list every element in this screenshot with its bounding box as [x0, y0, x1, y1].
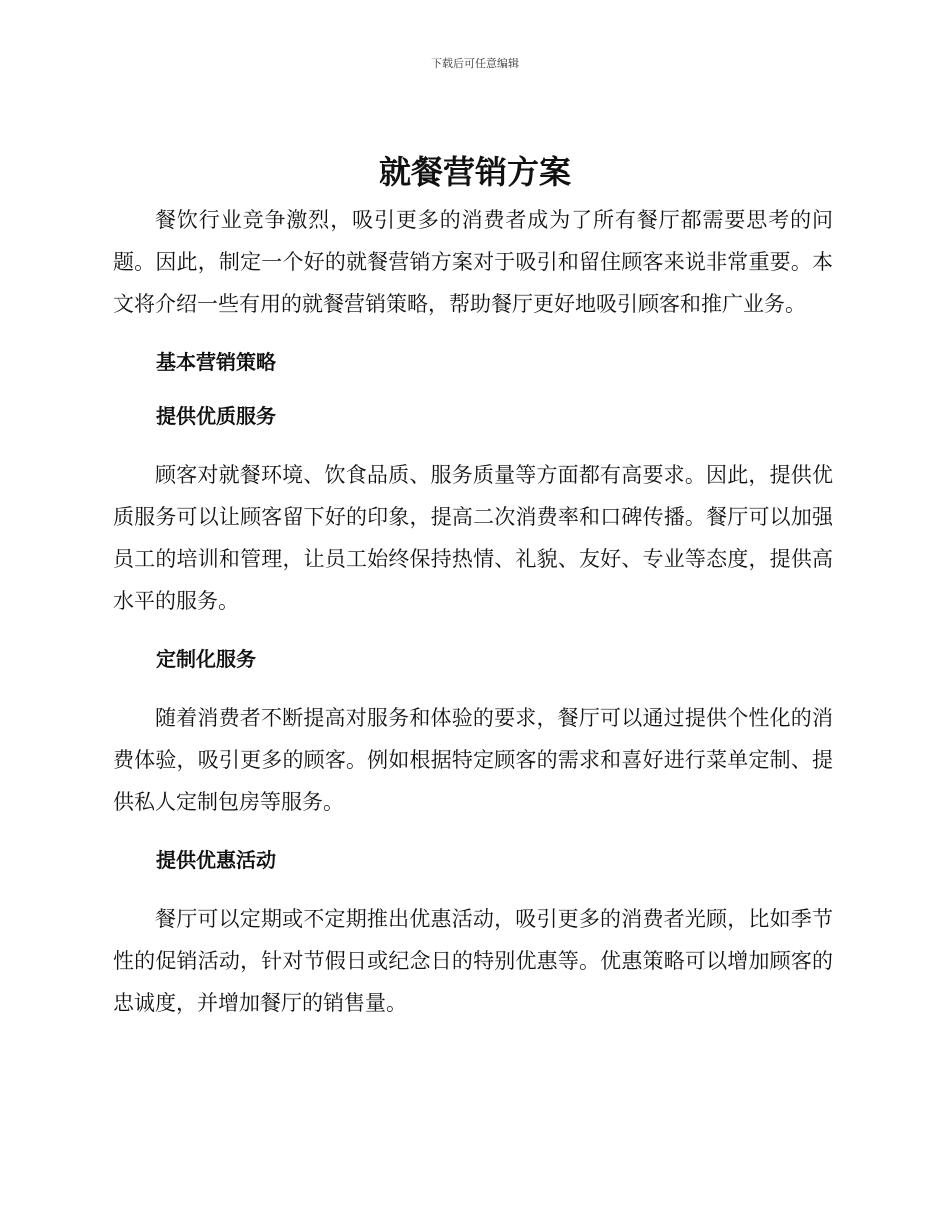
document-title: 就餐营销方案 — [378, 153, 571, 191]
subsection-paragraph-custom-service: 随着消费者不断提高对服务和体验的要求，餐厅可以通过提供个性化的消费体验，吸引更多的顾客。例如根据特定顾客的需求和喜好进行菜单定制、提供私人定制包房等服务。 — [113, 706, 833, 814]
subsection-heading-quality-service: 提供优质服务 — [156, 404, 276, 428]
intro-paragraph: 餐饮行业竞争激烈，吸引更多的消费者成为了所有餐厅都需要思考的问题。因此，制定一个好的就餐营销方案对于吸引和留住顾客来说非常重要。本文将介绍一些有用的就餐营销策略，帮助餐厅更好地吸引顾客和推广业务。 — [113, 208, 833, 316]
subsection-paragraph-promotions: 餐厅可以定期或不定期推出优惠活动，吸引更多的消费者光顾，比如季节性的促销活动，针对节假日或纪念日的特别优惠等。优惠策略可以增加顾客的忠诚度，并增加餐厅的销售量。 — [113, 907, 833, 1015]
subsection-heading-promotions: 提供优惠活动 — [156, 848, 276, 872]
subsection-paragraph-quality-service: 顾客对就餐环境、饮食品质、服务质量等方面都有高要求。因此，提供优质服务可以让顾客留下好的印象，提高二次消费率和口碑传播。餐厅可以加强员工的培训和管理，让员工始终保持热情、礼貌、友好、专业等态度，提供高水平的服务。 — [113, 463, 833, 613]
subsection-heading-custom-service: 定制化服务 — [156, 647, 256, 671]
document-body — [113, 199, 833, 1024]
header-note: 下载后可任意编辑 — [431, 57, 519, 70]
section-heading-basic-strategy: 基本营销策略 — [156, 350, 276, 374]
